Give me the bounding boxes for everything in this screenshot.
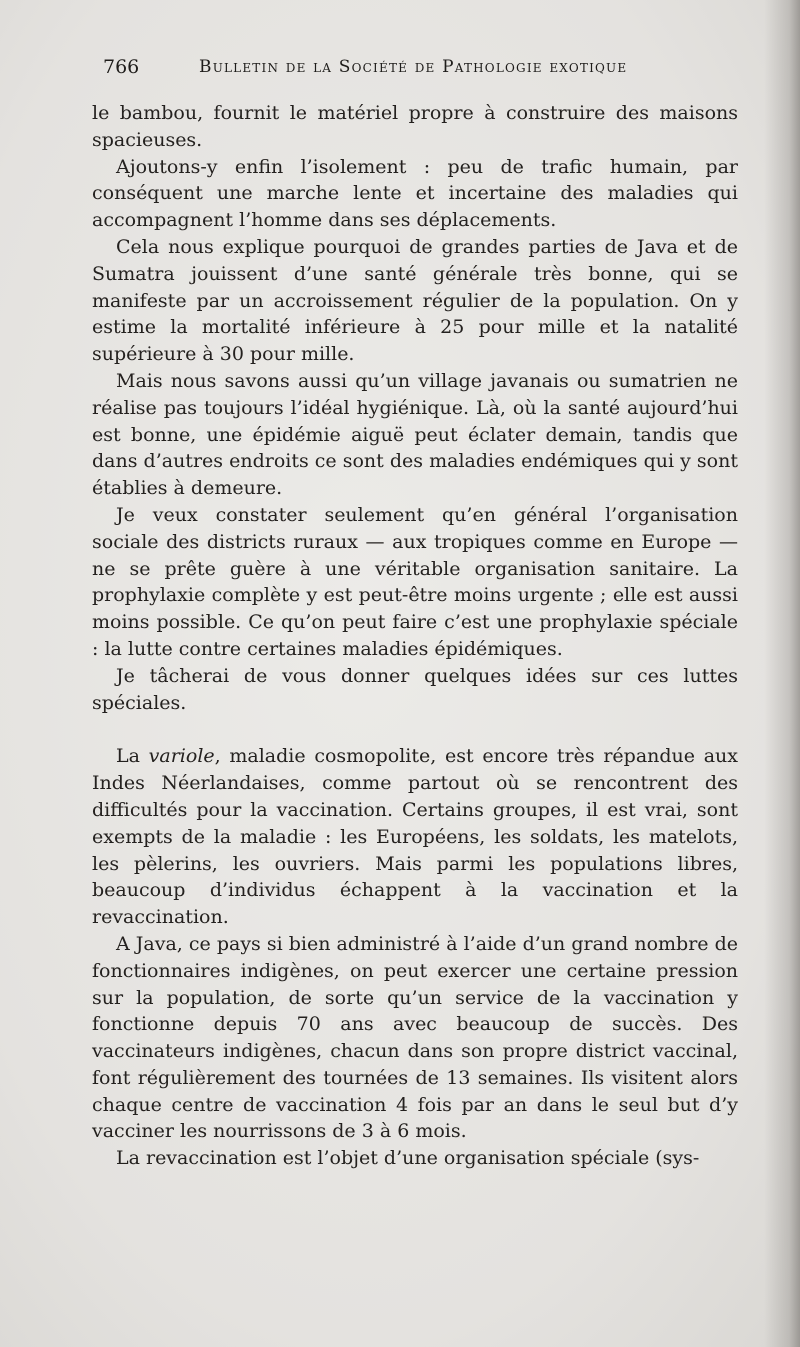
paragraph-lead: La — [116, 745, 149, 768]
paragraph: Je tâcherai de vous donner quelques idées sur ces luttes spéciales. — [92, 664, 738, 714]
paragraph: le bambou, fournit le matériel propre à construire des maisons spacieuses. — [92, 102, 738, 151]
paragraph: Ajoutons-y enfin l’isolement : peu de trafic humain, par conséquent une marche lente et incertaine des maladies qui accompagnent l’homme dans ses déplacements. — [92, 155, 738, 232]
page-binding-shadow — [764, 0, 800, 1347]
page-header — [103, 56, 663, 86]
paragraph: Mais nous savons aussi qu’un village javanais ou sumatrien ne réalise pas toujours l’idéal hygiénique. Là, où la santé aujourd’hui est bonne, une épidémie aiguë peut éclater demain, tandis que dans d’autres endroits ce sont des maladies endémiques qui y sont établies à demeure. — [92, 369, 738, 500]
paragraph: A Java, ce pays si bien administré à l’aide d’un grand nombre de fonctionnaires indigènes, on peut exercer une certaine pression sur la population, de sorte qu’un service de la vaccination y fonctionne depuis 70 ans avec beaucoup de succès. Des vaccinateurs indigènes, chacun dans son propre district vaccinal, font régulièrement des tournées de 13 semaines. Ils visitent alors chaque centre de vaccination 4 fois par an dans le seul but d’y vacciner les nourrissons de 3 à 6 mois. — [92, 932, 738, 1143]
paragraph: Je veux constater seulement qu’en général l’organisation sociale des districts ruraux — aux tropiques comme en Europe — ne se prête guère à une véritable organisation sanitaire. La prophylaxie complète y est peut-être moins urgente ; elle est aussi moins possible. Ce qu’on peut faire c’est une prophylaxie spéciale : la lutte contre certaines maladies épidémiques. — [92, 503, 738, 660]
paragraph-variole — [92, 743, 738, 931]
page-number: 766 — [103, 56, 140, 78]
paragraph: Cela nous explique pourquoi de grandes parties de Java et de Sumatra jouissent d’une santé générale très bonne, qui se manifeste par un accroissement régulier de la population. On y estime la mortalité inférieure à 25 pour mille et la natalité supérieure à 30 pour mille. — [92, 235, 738, 366]
body-text — [92, 100, 738, 1172]
running-title: Bulletin de la Société de Pathologie exotique — [199, 57, 628, 77]
paragraph: La revaccination est l’objet d’une organisation spéciale (sys- — [116, 1147, 700, 1170]
italic-term-variole: variole — [148, 745, 215, 768]
section-gap — [92, 716, 738, 743]
paragraph-rest: , maladie cosmopolite, est encore très répandue aux Indes Néerlandaises, comme partout où se rencontrent des difficultés pour la vaccination. Certains groupes, il est vrai, sont exempts de la maladie : les Européens, les soldats, les matelots, les pèlerins, les ouvriers. Mais parmi les populations libres, beaucoup d’individus échappent à la vaccination et la revaccination. — [92, 745, 739, 929]
